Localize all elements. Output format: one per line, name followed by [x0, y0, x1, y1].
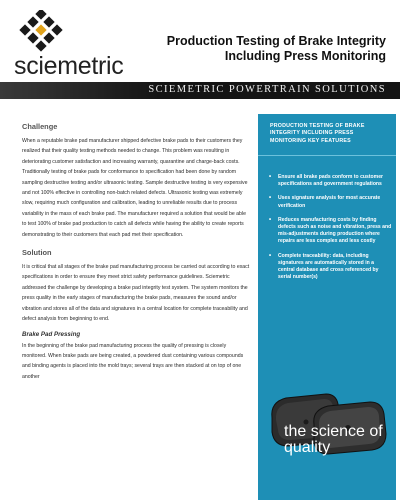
- title-line-1: Production Testing of Brake Integrity: [166, 34, 386, 48]
- pressing-paragraph: In the beginning of the brake pad manufacturing process the quality of pressing is closely monitored. When brake pads are being created, a powdered dust containing various compounds and binding agents is placed into the mold trays; several trays are then stacked at on top of one another: [22, 342, 244, 380]
- pressing-heading: Brake Pad Pressing: [22, 330, 81, 338]
- band-gradient: [0, 82, 160, 99]
- tagline: [284, 424, 383, 456]
- logo-wordmark: sciemetric: [14, 52, 124, 80]
- solution-paragraph: It is critical that all stages of the brake pad manufacturing process be carried out according to exact specifications in order to ensure they meet strict safety performance guidelines. Sciemetric addressed the challenge by developing a brake pad integrity test system. The system monitors the press quality in the early stages of manufacturing the brake pads, measures the sound and/or vibration and stores all of the data and signatures in a central location for complete traceability and defect analysis from beginning to end.: [22, 264, 250, 323]
- page-header: [0, 0, 400, 82]
- solutions-band: [0, 82, 400, 99]
- sciemetric-diamond-logo-icon: [18, 10, 64, 56]
- tagline-line-1: the science of: [284, 423, 383, 440]
- feature-item: • Ensure all brake pads conform to customer specifications and government regulations: [268, 174, 392, 188]
- tagline-line-2: quality: [284, 439, 331, 456]
- section-gap: [22, 240, 250, 248]
- challenge-paragraph: When a reputable brake pad manufacturer shipped defective brake pads to their customers they realized that their quality testing methods needed to change. This problem was resulting in deteriorating customer satisfaction and increasing warranty, quarantine and charge-back costs. Traditionally testing of brake pads for conformance to specification had been done by random sampling destructive testing and/or ultrasonic testing. Sample destructive testing is very expensive and not 100% effective in controlling non-batch related defects. Ultrasonic testing was extremely slow, requiring much configuration and calibration, leading to unreliable results due to process variability in the mass of each brake pad. The manufacturer required a solution that would be able to test 100% of brake pad production to catch all defects while having the ability to create reports demonstrating to their customers that each pad met their specification.: [22, 138, 248, 238]
- sciemetric-logo: [8, 8, 126, 78]
- main-content: [22, 122, 250, 382]
- solution-heading: Solution: [22, 248, 52, 258]
- feature-item: • Reduces manufacturing costs by finding defects such as noise and vibration, press and mis-adjustments during production where repairs are less complex and less costly: [268, 217, 392, 246]
- challenge-heading: Challenge: [22, 122, 58, 131]
- sidebar-header: [258, 114, 396, 156]
- feature-item: • Uses signature analysis for most accurate verification: [268, 195, 392, 209]
- key-features-sidebar: [258, 114, 396, 500]
- page-title: [146, 34, 386, 64]
- sidebar-heading: PRODUCTION TESTING OF BRAKE INTEGRITY INCLUDING PRESS MONITORING KEY FEATURES: [270, 123, 365, 144]
- feature-item: • Complete traceability: data, including signatures are automatically stored in a central database and cross referenced by serial number(s): [268, 253, 392, 282]
- band-text: SCIEMETRIC POWERTRAIN SOLUTIONS: [148, 84, 386, 95]
- feature-list: [268, 174, 392, 288]
- title-line-2: Including Press Monitoring: [224, 49, 386, 63]
